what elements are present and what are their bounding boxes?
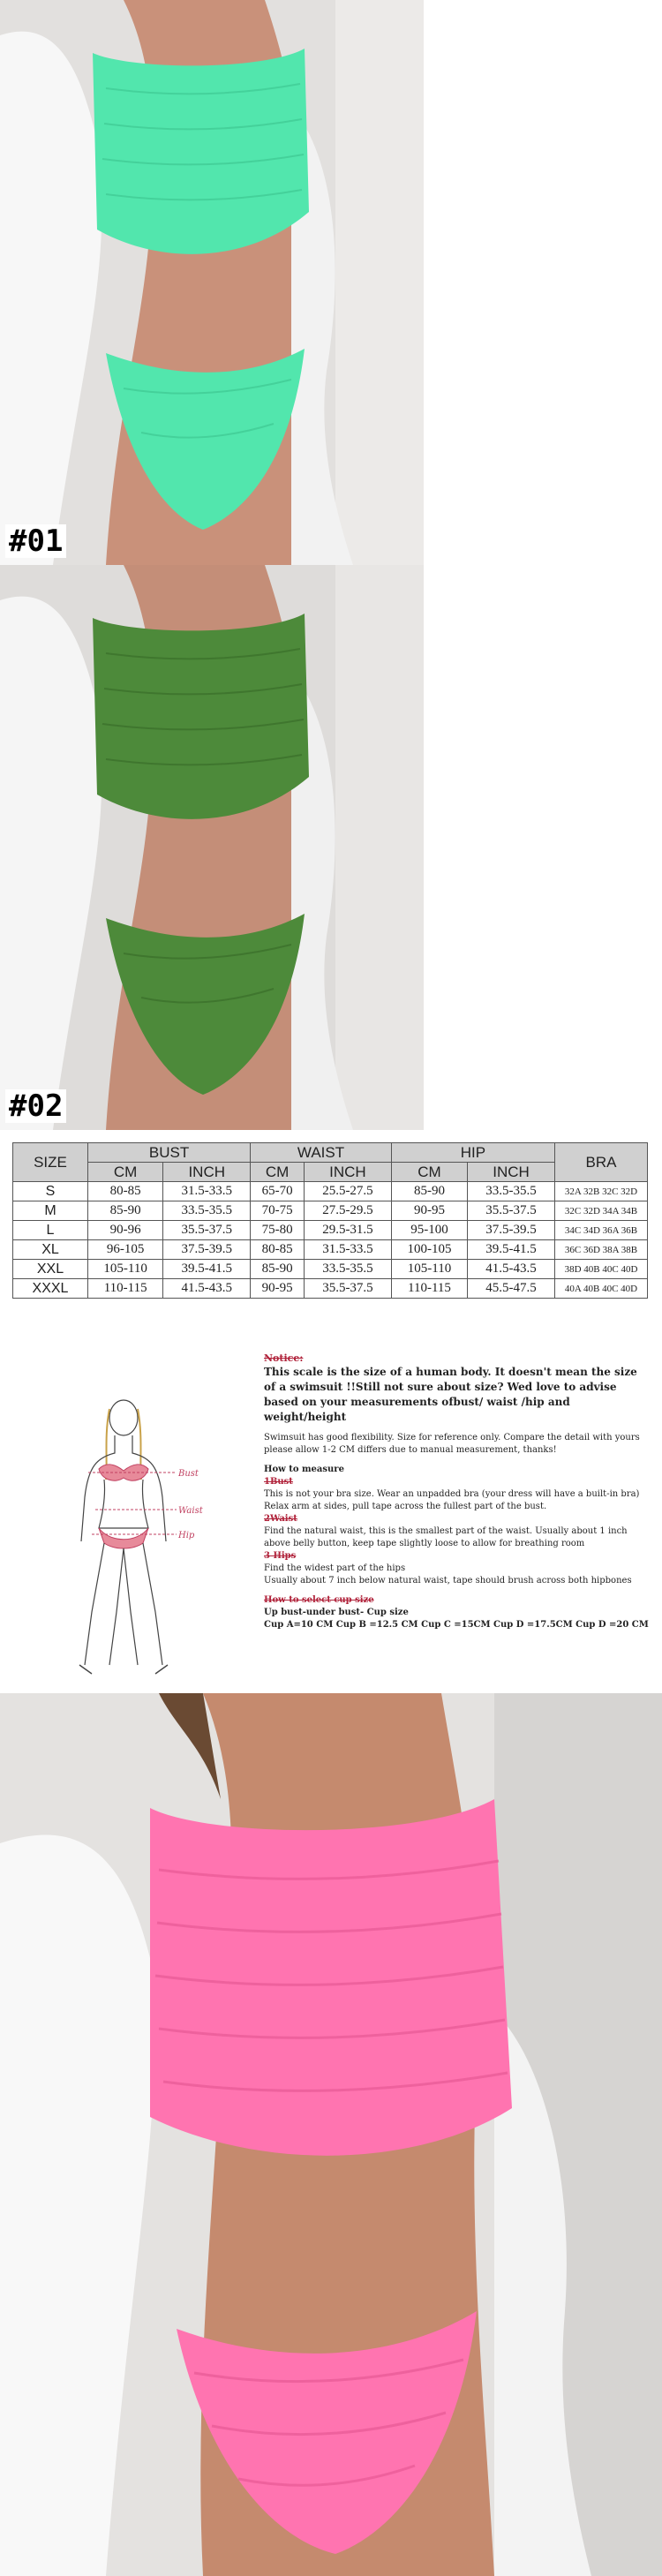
size-cell: XL bbox=[13, 1240, 88, 1260]
hip-inch-cell: 41.5-43.5 bbox=[468, 1260, 555, 1279]
table-row bbox=[13, 1201, 648, 1221]
notice-text: This scale is the size of a human body. It doesn't mean the size of a swimsuit !!Still not sure about size? Wed love to advise based on your measurements ofbust/ waist /hip and weight/height bbox=[264, 1366, 637, 1423]
bust-cm-cell: 105-110 bbox=[88, 1260, 163, 1279]
hips-text-2: Usually about 7 inch below natural waist, tape should brush across both hipbones bbox=[264, 1576, 632, 1586]
hip-cm-cell: 90-95 bbox=[391, 1201, 467, 1221]
how-to-measure: How to measure bbox=[264, 1465, 344, 1474]
flex-text: Swimsuit has good flexibility. Size for reference only. Compare the detail with yours please allow 1-2 CM differs due to manual measurement, thanks! bbox=[264, 1433, 640, 1455]
hip-inch-cell: 37.5-39.5 bbox=[468, 1221, 555, 1240]
waist-header: WAIST bbox=[251, 1143, 392, 1163]
bust-header: BUST bbox=[88, 1143, 251, 1163]
hips-title: 3 Hips bbox=[264, 1551, 297, 1561]
table-row bbox=[13, 1279, 648, 1299]
bra-cell: 32A 32B 32C 32D bbox=[555, 1182, 648, 1201]
waist-inch-cell: 35.5-37.5 bbox=[305, 1279, 392, 1299]
cup-text-2: Cup A=10 CM Cup B =12.5 CM Cup C =15CM Cup D =17.5CM Cup D =20 CM bbox=[264, 1620, 649, 1630]
hip-cm-cell: 100-105 bbox=[391, 1240, 467, 1260]
size-cell: L bbox=[13, 1221, 88, 1240]
size-cell: M bbox=[13, 1201, 88, 1221]
waist-title: 2Waist bbox=[264, 1514, 297, 1524]
product-photo-3 bbox=[0, 1693, 662, 2576]
cup-title: How to select cup size bbox=[264, 1595, 374, 1605]
hip-cm-cell: 110-115 bbox=[391, 1279, 467, 1299]
hip-cm-cell: 95-100 bbox=[391, 1221, 467, 1240]
hip-inch-cell: 39.5-41.5 bbox=[468, 1240, 555, 1260]
guide-notes bbox=[264, 1352, 652, 1631]
bust-cm-cell: 110-115 bbox=[88, 1279, 163, 1299]
bra-header: BRA bbox=[555, 1143, 648, 1182]
product-photo-1 bbox=[0, 0, 424, 565]
hip-header: HIP bbox=[391, 1143, 554, 1163]
inch-header: INCH bbox=[305, 1163, 392, 1182]
size-chart bbox=[12, 1142, 648, 1299]
product-photo-2 bbox=[0, 565, 424, 1130]
bra-cell: 38D 40B 40C 40D bbox=[555, 1260, 648, 1279]
waist-text: Find the natural waist, this is the smallest part of the waist. Usually about 1 inch above belly button, keep tape slightly loose to allow for breathing room bbox=[264, 1526, 628, 1548]
hip-cm-cell: 85-90 bbox=[391, 1182, 467, 1201]
waist-cm-cell: 90-95 bbox=[251, 1279, 305, 1299]
bust-inch-cell: 35.5-37.5 bbox=[163, 1221, 251, 1240]
bust-label: Bust bbox=[178, 1469, 199, 1479]
waist-inch-cell: 25.5-27.5 bbox=[305, 1182, 392, 1201]
bra-cell: 34C 34D 36A 36B bbox=[555, 1221, 648, 1240]
bust-inch-cell: 31.5-33.5 bbox=[163, 1182, 251, 1201]
waist-inch-cell: 27.5-29.5 bbox=[305, 1201, 392, 1221]
bust-inch-cell: 33.5-35.5 bbox=[163, 1201, 251, 1221]
waist-cm-cell: 65-70 bbox=[251, 1182, 305, 1201]
size-header: SIZE bbox=[13, 1143, 88, 1182]
hip-label: Hip bbox=[178, 1531, 195, 1540]
bust-cm-cell: 96-105 bbox=[88, 1240, 163, 1260]
bust-cm-cell: 80-85 bbox=[88, 1182, 163, 1201]
bra-cell: 40A 40B 40C 40D bbox=[555, 1279, 648, 1299]
bust-cm-cell: 90-96 bbox=[88, 1221, 163, 1240]
bust-inch-cell: 39.5-41.5 bbox=[163, 1260, 251, 1279]
body-figure-illustration bbox=[0, 1312, 265, 1691]
waist-inch-cell: 33.5-35.5 bbox=[305, 1260, 392, 1279]
waist-label: Waist bbox=[178, 1506, 203, 1516]
hip-cm-cell: 105-110 bbox=[391, 1260, 467, 1279]
cm-header: CM bbox=[391, 1163, 467, 1182]
cup-text-1: Up bust-under bust- Cup size bbox=[264, 1608, 409, 1617]
size-cell: S bbox=[13, 1182, 88, 1201]
bust-cm-cell: 85-90 bbox=[88, 1201, 163, 1221]
bust-inch-cell: 41.5-43.5 bbox=[163, 1279, 251, 1299]
hip-inch-cell: 35.5-37.5 bbox=[468, 1201, 555, 1221]
cm-header: CM bbox=[251, 1163, 305, 1182]
waist-cm-cell: 85-90 bbox=[251, 1260, 305, 1279]
measurement-guide bbox=[0, 1312, 662, 1691]
table-row bbox=[13, 1240, 648, 1260]
hips-text-1: Find the widest part of the hips bbox=[264, 1563, 406, 1573]
table-row bbox=[13, 1182, 648, 1201]
inch-header: INCH bbox=[163, 1163, 251, 1182]
waist-cm-cell: 70-75 bbox=[251, 1201, 305, 1221]
size-table bbox=[12, 1142, 648, 1299]
waist-cm-cell: 75-80 bbox=[251, 1221, 305, 1240]
bust-inch-cell: 37.5-39.5 bbox=[163, 1240, 251, 1260]
notice-title: Notice: bbox=[264, 1352, 304, 1364]
waist-inch-cell: 29.5-31.5 bbox=[305, 1221, 392, 1240]
waist-cm-cell: 80-85 bbox=[251, 1240, 305, 1260]
bra-cell: 32C 32D 34A 34B bbox=[555, 1201, 648, 1221]
photo-tag: #01 bbox=[5, 524, 66, 558]
hip-inch-cell: 45.5-47.5 bbox=[468, 1279, 555, 1299]
table-row bbox=[13, 1221, 648, 1240]
bust-title: 1Bust bbox=[264, 1477, 293, 1487]
table-row bbox=[13, 1260, 648, 1279]
waist-inch-cell: 31.5-33.5 bbox=[305, 1240, 392, 1260]
size-cell: XXL bbox=[13, 1260, 88, 1279]
inch-header: INCH bbox=[468, 1163, 555, 1182]
photo-tag: #02 bbox=[5, 1089, 66, 1123]
hip-inch-cell: 33.5-35.5 bbox=[468, 1182, 555, 1201]
bra-cell: 36C 36D 38A 38B bbox=[555, 1240, 648, 1260]
bust-text: This is not your bra size. Wear an unpadded bra (your dress will have a built-in bra) Relax arm at sides, pull tape across the fullest part of the bust. bbox=[264, 1489, 640, 1511]
cm-header: CM bbox=[88, 1163, 163, 1182]
size-cell: XXXL bbox=[13, 1279, 88, 1299]
